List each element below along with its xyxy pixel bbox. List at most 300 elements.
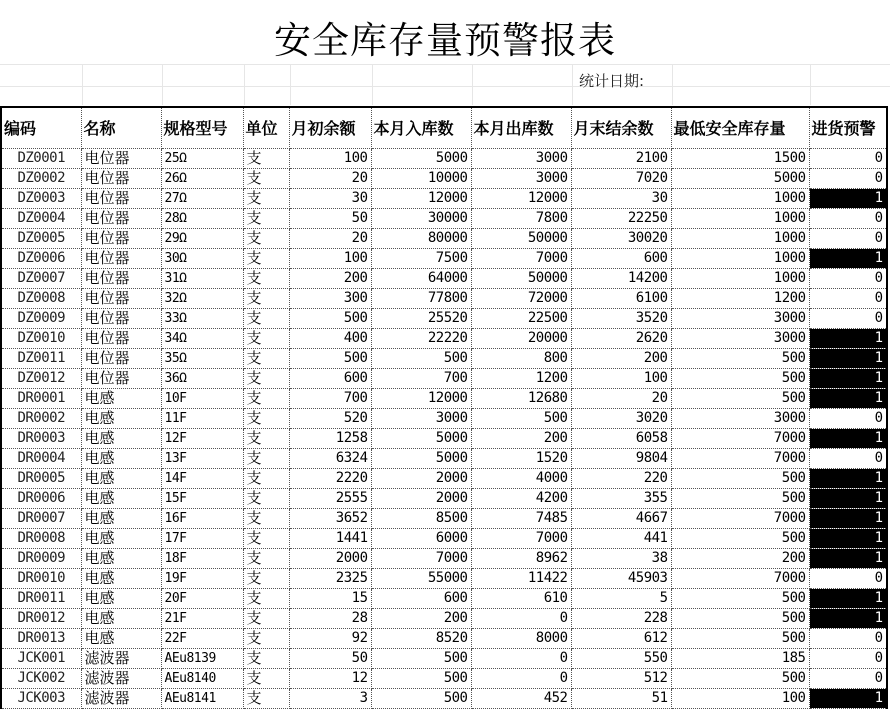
cell-code[interactable]: DR0003 xyxy=(1,429,81,449)
cell-min-safe[interactable]: 500 xyxy=(671,629,809,649)
cell-warn[interactable]: 1 xyxy=(809,249,887,269)
cell-name[interactable]: 滤波器 xyxy=(81,649,161,669)
cell-name[interactable]: 电感 xyxy=(81,509,161,529)
cell-code[interactable]: DR0001 xyxy=(1,389,81,409)
inventory-table xyxy=(0,106,888,709)
cell-unit[interactable]: 支 xyxy=(243,169,289,189)
cell-opening[interactable]: 500 xyxy=(289,349,371,369)
cell-in[interactable]: 700 xyxy=(371,369,471,389)
cell-out[interactable]: 452 xyxy=(471,689,571,709)
cell-unit[interactable]: 支 xyxy=(243,269,289,289)
cell-in[interactable]: 8500 xyxy=(371,509,471,529)
cell-warn[interactable]: 1 xyxy=(809,689,887,709)
cell-out[interactable]: 11422 xyxy=(471,569,571,589)
column-header-warn[interactable]: 进货预警 xyxy=(809,107,887,149)
cell-out[interactable]: 0 xyxy=(471,669,571,689)
table-row xyxy=(1,309,887,329)
column-header-name[interactable]: 名称 xyxy=(81,107,161,149)
cell-in[interactable]: 600 xyxy=(371,589,471,609)
cell-out[interactable]: 8962 xyxy=(471,549,571,569)
cell-in[interactable]: 10000 xyxy=(371,169,471,189)
cell-name[interactable]: 电感 xyxy=(81,549,161,569)
report-title[interactable]: 安全库存量预警报表 xyxy=(274,19,616,62)
cell-in[interactable]: 64000 xyxy=(371,269,471,289)
cell-min-safe[interactable]: 7000 xyxy=(671,449,809,469)
cell-opening[interactable]: 3652 xyxy=(289,509,371,529)
cell-min-safe[interactable]: 500 xyxy=(671,529,809,549)
cell-spec[interactable]: 18F xyxy=(161,549,243,569)
cell-in[interactable]: 2000 xyxy=(371,489,471,509)
cell-code[interactable]: DR0007 xyxy=(1,509,81,529)
cell-unit[interactable]: 支 xyxy=(243,349,289,369)
cell-name[interactable]: 电感 xyxy=(81,569,161,589)
cell-spec[interactable]: AEu8140 xyxy=(161,669,243,689)
cell-out[interactable]: 800 xyxy=(471,349,571,369)
cell-code[interactable]: DR0012 xyxy=(1,609,81,629)
cell-min-safe[interactable]: 500 xyxy=(671,349,809,369)
cell-code[interactable]: JCK001 xyxy=(1,649,81,669)
cell-min-safe[interactable]: 200 xyxy=(671,549,809,569)
cell-name[interactable]: 电位器 xyxy=(81,209,161,229)
cell-warn[interactable]: 1 xyxy=(809,469,887,489)
cell-min-safe[interactable]: 3000 xyxy=(671,409,809,429)
column-header-spec[interactable]: 规格型号 xyxy=(161,107,243,149)
cell-closing[interactable]: 7020 xyxy=(571,169,671,189)
cell-warn[interactable]: 1 xyxy=(809,529,887,549)
cell-name[interactable]: 电位器 xyxy=(81,269,161,289)
cell-unit[interactable]: 支 xyxy=(243,209,289,229)
cell-opening[interactable]: 92 xyxy=(289,629,371,649)
cell-code[interactable]: DR0011 xyxy=(1,589,81,609)
cell-warn[interactable]: 1 xyxy=(809,369,887,389)
cell-code[interactable]: DZ0007 xyxy=(1,269,81,289)
cell-spec[interactable]: 34Ω xyxy=(161,329,243,349)
cell-spec[interactable]: 11F xyxy=(161,409,243,429)
cell-warn[interactable]: 0 xyxy=(809,269,887,289)
cell-closing[interactable]: 4667 xyxy=(571,509,671,529)
cell-closing[interactable]: 14200 xyxy=(571,269,671,289)
cell-warn[interactable]: 0 xyxy=(809,209,887,229)
cell-unit[interactable]: 支 xyxy=(243,629,289,649)
cell-unit[interactable]: 支 xyxy=(243,289,289,309)
cell-closing[interactable]: 22250 xyxy=(571,209,671,229)
cell-unit[interactable]: 支 xyxy=(243,369,289,389)
cell-name[interactable]: 电感 xyxy=(81,529,161,549)
column-header-out[interactable]: 本月出库数 xyxy=(471,107,571,149)
cell-code[interactable]: DR0013 xyxy=(1,629,81,649)
cell-out[interactable]: 50000 xyxy=(471,229,571,249)
cell-closing[interactable]: 355 xyxy=(571,489,671,509)
cell-name[interactable]: 电感 xyxy=(81,629,161,649)
cell-spec[interactable]: 35Ω xyxy=(161,349,243,369)
cell-min-safe[interactable]: 1200 xyxy=(671,289,809,309)
cell-min-safe[interactable]: 7000 xyxy=(671,569,809,589)
cell-warn[interactable]: 1 xyxy=(809,389,887,409)
cell-out[interactable]: 1520 xyxy=(471,449,571,469)
spacer-row[interactable] xyxy=(0,87,890,105)
cell-min-safe[interactable]: 100 xyxy=(671,689,809,709)
cell-warn[interactable]: 1 xyxy=(809,429,887,449)
cell-spec[interactable]: 13F xyxy=(161,449,243,469)
cell-warn[interactable]: 0 xyxy=(809,449,887,469)
cell-spec[interactable]: 10F xyxy=(161,389,243,409)
cell-spec[interactable]: 20F xyxy=(161,589,243,609)
cell-out[interactable]: 3000 xyxy=(471,169,571,189)
cell-closing[interactable]: 600 xyxy=(571,249,671,269)
cell-min-safe[interactable]: 500 xyxy=(671,369,809,389)
cell-code[interactable]: DZ0001 xyxy=(1,149,81,169)
cell-unit[interactable]: 支 xyxy=(243,549,289,569)
cell-out[interactable]: 8000 xyxy=(471,629,571,649)
table-row xyxy=(1,229,887,249)
cell-warn[interactable]: 1 xyxy=(809,609,887,629)
cell-warn[interactable]: 0 xyxy=(809,149,887,169)
cell-opening[interactable]: 30 xyxy=(289,189,371,209)
title-row[interactable] xyxy=(0,2,890,65)
cell-in[interactable]: 200 xyxy=(371,609,471,629)
cell-closing[interactable]: 220 xyxy=(571,469,671,489)
cell-in[interactable]: 8520 xyxy=(371,629,471,649)
cell-name[interactable]: 滤波器 xyxy=(81,669,161,689)
cell-out[interactable]: 50000 xyxy=(471,269,571,289)
cell-out[interactable]: 22500 xyxy=(471,309,571,329)
cell-min-safe[interactable]: 1500 xyxy=(671,149,809,169)
cell-opening[interactable]: 20 xyxy=(289,229,371,249)
table-row xyxy=(1,509,887,529)
cell-name[interactable]: 电位器 xyxy=(81,149,161,169)
cell-code[interactable]: DZ0006 xyxy=(1,249,81,269)
cell-closing[interactable]: 20 xyxy=(571,389,671,409)
cell-unit[interactable]: 支 xyxy=(243,609,289,629)
cell-opening[interactable]: 3 xyxy=(289,689,371,709)
cell-unit[interactable]: 支 xyxy=(243,309,289,329)
cell-in[interactable]: 500 xyxy=(371,349,471,369)
cell-code[interactable]: DZ0011 xyxy=(1,349,81,369)
cell-spec[interactable]: 14F xyxy=(161,469,243,489)
date-row[interactable] xyxy=(0,65,890,87)
cell-warn[interactable]: 0 xyxy=(809,629,887,649)
cell-code[interactable]: DR0010 xyxy=(1,569,81,589)
cell-min-safe[interactable]: 1000 xyxy=(671,269,809,289)
cell-in[interactable]: 5000 xyxy=(371,149,471,169)
table-row xyxy=(1,449,887,469)
cell-min-safe[interactable]: 500 xyxy=(671,609,809,629)
cell-closing[interactable]: 3020 xyxy=(571,409,671,429)
cell-code[interactable]: DR0004 xyxy=(1,449,81,469)
cell-closing[interactable]: 2100 xyxy=(571,149,671,169)
cell-closing[interactable]: 38 xyxy=(571,549,671,569)
cell-opening[interactable]: 600 xyxy=(289,369,371,389)
cell-closing[interactable]: 2620 xyxy=(571,329,671,349)
column-header-closing[interactable]: 月末结余数 xyxy=(571,107,671,149)
cell-min-safe[interactable]: 500 xyxy=(671,389,809,409)
cell-out[interactable]: 7800 xyxy=(471,209,571,229)
cell-spec[interactable]: 12F xyxy=(161,429,243,449)
cell-out[interactable]: 500 xyxy=(471,409,571,429)
cell-in[interactable]: 3000 xyxy=(371,409,471,429)
cell-spec[interactable]: 22F xyxy=(161,629,243,649)
cell-spec[interactable]: 21F xyxy=(161,609,243,629)
cell-warn[interactable]: 0 xyxy=(809,229,887,249)
cell-spec[interactable]: 26Ω xyxy=(161,169,243,189)
cell-name[interactable]: 电感 xyxy=(81,449,161,469)
cell-warn[interactable]: 1 xyxy=(809,189,887,209)
cell-name[interactable]: 电感 xyxy=(81,489,161,509)
cell-out[interactable]: 3000 xyxy=(471,149,571,169)
cell-code[interactable]: DZ0005 xyxy=(1,229,81,249)
cell-min-safe[interactable]: 500 xyxy=(671,469,809,489)
cell-code[interactable]: DR0005 xyxy=(1,469,81,489)
cell-opening[interactable]: 6324 xyxy=(289,449,371,469)
cell-in[interactable]: 30000 xyxy=(371,209,471,229)
cell-name[interactable]: 电位器 xyxy=(81,189,161,209)
cell-in[interactable]: 2000 xyxy=(371,469,471,489)
cell-closing[interactable]: 6058 xyxy=(571,429,671,449)
cell-unit[interactable]: 支 xyxy=(243,249,289,269)
cell-in[interactable]: 500 xyxy=(371,649,471,669)
cell-warn[interactable]: 1 xyxy=(809,549,887,569)
cell-in[interactable]: 22220 xyxy=(371,329,471,349)
date-label[interactable]: 统计日期: xyxy=(579,72,645,90)
cell-min-safe[interactable]: 185 xyxy=(671,649,809,669)
cell-min-safe[interactable]: 500 xyxy=(671,589,809,609)
cell-opening[interactable]: 50 xyxy=(289,649,371,669)
cell-opening[interactable]: 50 xyxy=(289,209,371,229)
cell-out[interactable]: 72000 xyxy=(471,289,571,309)
cell-warn[interactable]: 0 xyxy=(809,169,887,189)
cell-closing[interactable]: 6100 xyxy=(571,289,671,309)
cell-opening[interactable]: 200 xyxy=(289,269,371,289)
cell-warn[interactable]: 1 xyxy=(809,349,887,369)
cell-closing[interactable]: 51 xyxy=(571,689,671,709)
cell-code[interactable]: DZ0010 xyxy=(1,329,81,349)
cell-min-safe[interactable]: 500 xyxy=(671,489,809,509)
cell-name[interactable]: 电位器 xyxy=(81,369,161,389)
cell-name[interactable]: 电位器 xyxy=(81,249,161,269)
cell-out[interactable]: 610 xyxy=(471,589,571,609)
column-header-in[interactable]: 本月入库数 xyxy=(371,107,471,149)
cell-warn[interactable]: 0 xyxy=(809,289,887,309)
cell-unit[interactable]: 支 xyxy=(243,429,289,449)
cell-closing[interactable]: 30020 xyxy=(571,229,671,249)
cell-in[interactable]: 12000 xyxy=(371,189,471,209)
cell-spec[interactable]: 25Ω xyxy=(161,149,243,169)
cell-opening[interactable]: 2220 xyxy=(289,469,371,489)
cell-warn[interactable]: 0 xyxy=(809,649,887,669)
cell-unit[interactable]: 支 xyxy=(243,229,289,249)
cell-spec[interactable]: 19F xyxy=(161,569,243,589)
cell-name[interactable]: 电感 xyxy=(81,429,161,449)
cell-unit[interactable]: 支 xyxy=(243,389,289,409)
cell-out[interactable]: 7000 xyxy=(471,249,571,269)
cell-in[interactable]: 500 xyxy=(371,669,471,689)
cell-opening[interactable]: 2000 xyxy=(289,549,371,569)
cell-closing[interactable]: 441 xyxy=(571,529,671,549)
cell-spec[interactable]: 32Ω xyxy=(161,289,243,309)
cell-closing[interactable]: 228 xyxy=(571,609,671,629)
cell-in[interactable]: 25520 xyxy=(371,309,471,329)
cell-out[interactable]: 12680 xyxy=(471,389,571,409)
cell-name[interactable]: 电位器 xyxy=(81,349,161,369)
cell-out[interactable]: 7000 xyxy=(471,529,571,549)
cell-in[interactable]: 6000 xyxy=(371,529,471,549)
cell-code[interactable]: DR0009 xyxy=(1,549,81,569)
cell-closing[interactable]: 9804 xyxy=(571,449,671,469)
cell-unit[interactable]: 支 xyxy=(243,689,289,709)
cell-min-safe[interactable]: 1000 xyxy=(671,249,809,269)
cell-out[interactable]: 4200 xyxy=(471,489,571,509)
cell-code[interactable]: DZ0009 xyxy=(1,309,81,329)
cell-spec[interactable]: 17F xyxy=(161,529,243,549)
cell-out[interactable]: 0 xyxy=(471,609,571,629)
cell-in[interactable]: 500 xyxy=(371,689,471,709)
cell-unit[interactable]: 支 xyxy=(243,189,289,209)
cell-out[interactable]: 4000 xyxy=(471,469,571,489)
cell-in[interactable]: 55000 xyxy=(371,569,471,589)
cell-unit[interactable]: 支 xyxy=(243,449,289,469)
cell-closing[interactable]: 100 xyxy=(571,369,671,389)
cell-warn[interactable]: 0 xyxy=(809,569,887,589)
cell-out[interactable]: 12000 xyxy=(471,189,571,209)
cell-closing[interactable]: 45903 xyxy=(571,569,671,589)
cell-warn[interactable]: 1 xyxy=(809,509,887,529)
cell-opening[interactable]: 520 xyxy=(289,409,371,429)
cell-name[interactable]: 电位器 xyxy=(81,229,161,249)
cell-opening[interactable]: 28 xyxy=(289,609,371,629)
cell-opening[interactable]: 12 xyxy=(289,669,371,689)
cell-closing[interactable]: 200 xyxy=(571,349,671,369)
cell-unit[interactable]: 支 xyxy=(243,529,289,549)
cell-min-safe[interactable]: 7000 xyxy=(671,509,809,529)
cell-spec[interactable]: 16F xyxy=(161,509,243,529)
cell-name[interactable]: 电感 xyxy=(81,609,161,629)
cell-opening[interactable]: 100 xyxy=(289,249,371,269)
cell-out[interactable]: 1200 xyxy=(471,369,571,389)
cell-spec[interactable]: 33Ω xyxy=(161,309,243,329)
cell-min-safe[interactable]: 1000 xyxy=(671,209,809,229)
cell-name[interactable]: 滤波器 xyxy=(81,689,161,709)
cell-out[interactable]: 20000 xyxy=(471,329,571,349)
cell-opening[interactable]: 400 xyxy=(289,329,371,349)
cell-opening[interactable]: 1441 xyxy=(289,529,371,549)
cell-closing[interactable]: 512 xyxy=(571,669,671,689)
cell-name[interactable]: 电位器 xyxy=(81,169,161,189)
cell-unit[interactable]: 支 xyxy=(243,149,289,169)
cell-unit[interactable]: 支 xyxy=(243,509,289,529)
column-header-unit[interactable]: 单位 xyxy=(243,107,289,149)
cell-unit[interactable]: 支 xyxy=(243,409,289,429)
cell-min-safe[interactable]: 1000 xyxy=(671,189,809,209)
cell-spec[interactable]: 36Ω xyxy=(161,369,243,389)
cell-code[interactable]: JCK002 xyxy=(1,669,81,689)
cell-code[interactable]: DZ0002 xyxy=(1,169,81,189)
cell-name[interactable]: 电位器 xyxy=(81,309,161,329)
cell-out[interactable]: 200 xyxy=(471,429,571,449)
column-header-code[interactable]: 编码 xyxy=(1,107,81,149)
cell-code[interactable]: DR0006 xyxy=(1,489,81,509)
cell-min-safe[interactable]: 1000 xyxy=(671,229,809,249)
cell-in[interactable]: 77800 xyxy=(371,289,471,309)
cell-min-safe[interactable]: 5000 xyxy=(671,169,809,189)
cell-opening[interactable]: 20 xyxy=(289,169,371,189)
cell-spec[interactable]: AEu8139 xyxy=(161,649,243,669)
cell-closing[interactable]: 30 xyxy=(571,189,671,209)
cell-closing[interactable]: 550 xyxy=(571,649,671,669)
cell-out[interactable]: 7485 xyxy=(471,509,571,529)
cell-closing[interactable]: 612 xyxy=(571,629,671,649)
cell-name[interactable]: 电位器 xyxy=(81,329,161,349)
cell-unit[interactable]: 支 xyxy=(243,569,289,589)
cell-code[interactable]: DR0008 xyxy=(1,529,81,549)
cell-opening[interactable]: 700 xyxy=(289,389,371,409)
cell-opening[interactable]: 300 xyxy=(289,289,371,309)
cell-spec[interactable]: 31Ω xyxy=(161,269,243,289)
cell-warn[interactable]: 1 xyxy=(809,589,887,609)
cell-in[interactable]: 7500 xyxy=(371,249,471,269)
cell-name[interactable]: 电感 xyxy=(81,409,161,429)
column-header-min-safe[interactable]: 最低安全库存量 xyxy=(671,107,809,149)
cell-name[interactable]: 电感 xyxy=(81,589,161,609)
cell-spec[interactable]: 15F xyxy=(161,489,243,509)
cell-warn[interactable]: 1 xyxy=(809,489,887,509)
cell-min-safe[interactable]: 3000 xyxy=(671,309,809,329)
cell-code[interactable]: DR0002 xyxy=(1,409,81,429)
cell-code[interactable]: JCK003 xyxy=(1,689,81,709)
cell-opening[interactable]: 2555 xyxy=(289,489,371,509)
cell-code[interactable]: DZ0003 xyxy=(1,189,81,209)
cell-opening[interactable]: 15 xyxy=(289,589,371,609)
cell-code[interactable]: DZ0004 xyxy=(1,209,81,229)
cell-code[interactable]: DZ0012 xyxy=(1,369,81,389)
cell-spec[interactable]: 27Ω xyxy=(161,189,243,209)
cell-out[interactable]: 0 xyxy=(471,649,571,669)
cell-warn[interactable]: 1 xyxy=(809,329,887,349)
cell-opening[interactable]: 100 xyxy=(289,149,371,169)
cell-unit[interactable]: 支 xyxy=(243,489,289,509)
cell-in[interactable]: 5000 xyxy=(371,429,471,449)
cell-warn[interactable]: 0 xyxy=(809,409,887,429)
cell-in[interactable]: 12000 xyxy=(371,389,471,409)
cell-warn[interactable]: 0 xyxy=(809,669,887,689)
cell-warn[interactable]: 0 xyxy=(809,309,887,329)
cell-closing[interactable]: 3520 xyxy=(571,309,671,329)
cell-in[interactable]: 80000 xyxy=(371,229,471,249)
cell-opening[interactable]: 1258 xyxy=(289,429,371,449)
cell-opening[interactable]: 500 xyxy=(289,309,371,329)
cell-closing[interactable]: 5 xyxy=(571,589,671,609)
cell-spec[interactable]: 30Ω xyxy=(161,249,243,269)
cell-name[interactable]: 电感 xyxy=(81,389,161,409)
cell-unit[interactable]: 支 xyxy=(243,589,289,609)
cell-name[interactable]: 电位器 xyxy=(81,289,161,309)
cell-min-safe[interactable]: 3000 xyxy=(671,329,809,349)
cell-opening[interactable]: 2325 xyxy=(289,569,371,589)
cell-unit[interactable]: 支 xyxy=(243,329,289,349)
column-header-opening[interactable]: 月初余额 xyxy=(289,107,371,149)
cell-name[interactable]: 电感 xyxy=(81,469,161,489)
cell-min-safe[interactable]: 7000 xyxy=(671,429,809,449)
cell-spec[interactable]: 29Ω xyxy=(161,229,243,249)
cell-unit[interactable]: 支 xyxy=(243,469,289,489)
cell-code[interactable]: DZ0008 xyxy=(1,289,81,309)
cell-spec[interactable]: AEu8141 xyxy=(161,689,243,709)
cell-unit[interactable]: 支 xyxy=(243,649,289,669)
cell-min-safe[interactable]: 500 xyxy=(671,669,809,689)
cell-in[interactable]: 5000 xyxy=(371,449,471,469)
cell-unit[interactable]: 支 xyxy=(243,669,289,689)
cell-in[interactable]: 7000 xyxy=(371,549,471,569)
cell-spec[interactable]: 28Ω xyxy=(161,209,243,229)
